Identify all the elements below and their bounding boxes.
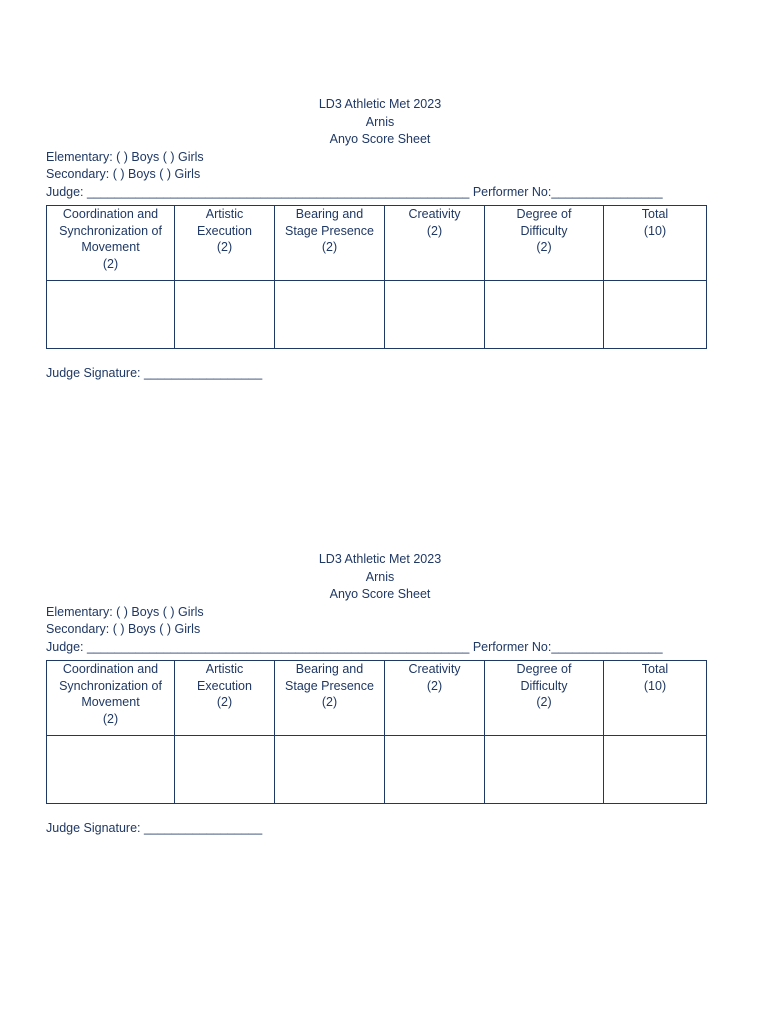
header-line: Degree of [516, 662, 572, 676]
event-subtitle: Arnis [365, 114, 395, 129]
judge-signature-line: Judge Signature: _________________ [46, 821, 263, 835]
header-line: Bearing and [295, 207, 364, 221]
total-header [604, 661, 707, 736]
criterion-creativity-header [385, 661, 485, 736]
header-points: (2) [216, 240, 233, 254]
header-line: Stage Presence [285, 678, 374, 693]
criterion-difficulty-header [485, 206, 604, 281]
score-cell-coordination [47, 736, 175, 804]
score-cell-creativity [385, 736, 485, 804]
judge-line: Judge: _______________________________________________________ Performer No:________________ [46, 184, 663, 199]
sheet-heading: Anyo Score Sheet [329, 587, 431, 601]
header-line: Movement [81, 695, 140, 709]
header-line: Artistic [205, 207, 244, 221]
header-line: Total [641, 207, 669, 221]
header-line: Execution [197, 223, 252, 238]
score-cell-artistic [175, 281, 275, 349]
header-points: (2) [536, 240, 552, 254]
header-line: Coordination and [62, 662, 159, 676]
header-line: Degree of [516, 207, 572, 221]
criteria-header-row [47, 661, 707, 736]
secondary-line: Secondary: ( ) Boys ( ) Girls [46, 622, 201, 636]
score-cell-artistic [175, 736, 275, 804]
header-points: (2) [321, 695, 338, 709]
total-header [604, 206, 707, 281]
criteria-header-row [47, 206, 707, 281]
header-line: Creativity [408, 662, 461, 676]
criterion-artistic-header [175, 661, 275, 736]
score-sheet-2 [46, 551, 706, 835]
header-points: (2) [426, 223, 443, 238]
elementary-line: Elementary: ( ) Boys ( ) Girls [46, 604, 204, 619]
criterion-difficulty-header [485, 661, 604, 736]
header-points: (10) [643, 678, 667, 693]
criterion-creativity-header [385, 206, 485, 281]
criterion-bearing-header [275, 661, 385, 736]
event-subtitle: Arnis [365, 569, 395, 584]
criterion-artistic-header [175, 206, 275, 281]
score-cell-total [604, 736, 707, 804]
score-cell-difficulty [485, 281, 604, 349]
header-line: Synchronization of [59, 223, 162, 238]
header-line: Difficulty [520, 223, 568, 238]
score-cell-bearing [275, 736, 385, 804]
score-entry-row [47, 736, 707, 804]
criterion-coordination-header [47, 661, 175, 736]
header-line: Bearing and [295, 662, 364, 676]
elementary-line: Elementary: ( ) Boys ( ) Girls [46, 149, 204, 164]
score-cell-creativity [385, 281, 485, 349]
header-line: Difficulty [520, 678, 568, 693]
secondary-line: Secondary: ( ) Boys ( ) Girls [46, 167, 201, 181]
header-points: (2) [536, 695, 552, 709]
header-line: Artistic [205, 662, 244, 676]
header-points: (2) [216, 695, 233, 709]
header-points: (2) [102, 711, 119, 726]
header-points: (10) [643, 223, 667, 238]
header-line: Total [641, 662, 669, 676]
header-points: (2) [102, 256, 119, 271]
score-cell-bearing [275, 281, 385, 349]
score-table [46, 205, 707, 349]
header-line: Creativity [408, 207, 461, 221]
header-line: Stage Presence [285, 223, 374, 238]
score-entry-row [47, 281, 707, 349]
event-title: LD3 Athletic Met 2023 [318, 552, 442, 566]
header-line: Execution [197, 678, 252, 693]
judge-signature-line: Judge Signature: _________________ [46, 366, 263, 380]
score-table [46, 660, 707, 804]
sheet-heading: Anyo Score Sheet [329, 132, 431, 146]
score-sheet-1 [46, 96, 706, 380]
event-title: LD3 Athletic Met 2023 [318, 97, 442, 111]
score-cell-total [604, 281, 707, 349]
header-line: Synchronization of [59, 678, 162, 693]
score-cell-coordination [47, 281, 175, 349]
criterion-coordination-header [47, 206, 175, 281]
header-points: (2) [426, 678, 443, 693]
score-cell-difficulty [485, 736, 604, 804]
judge-line: Judge: _______________________________________________________ Performer No:________________ [46, 639, 663, 654]
criterion-bearing-header [275, 206, 385, 281]
header-points: (2) [321, 240, 338, 254]
header-line: Coordination and [62, 207, 159, 221]
header-line: Movement [81, 240, 140, 254]
